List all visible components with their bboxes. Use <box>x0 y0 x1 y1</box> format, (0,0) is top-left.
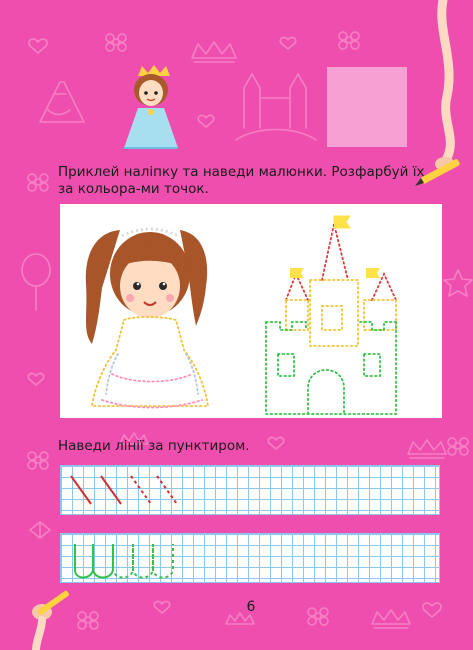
tracing-grid-diagonal <box>60 465 440 515</box>
instruction-text: Наведи лінії за пунктиром. <box>58 438 250 454</box>
castle-outline-icon <box>236 74 316 140</box>
star-outline-icon <box>444 270 472 296</box>
heart-outline-icon <box>28 373 43 385</box>
princess-drawing <box>86 229 207 344</box>
tracing-drawing <box>60 204 442 418</box>
flower-outline-icon <box>448 438 468 455</box>
instruction-text: Приклей наліпку та наведи малюнки. Розфарбуй їх за кольора-ми точок. <box>58 164 425 197</box>
heart-outline-icon <box>423 603 441 617</box>
heart-outline-icon <box>280 37 295 49</box>
flower-outline-icon <box>28 452 48 469</box>
page-number: 6 <box>246 599 256 615</box>
sticker-placeholder <box>327 67 407 147</box>
tracing-panel <box>60 204 442 418</box>
dress-outline-icon <box>40 82 84 122</box>
princess-sticker-icon <box>116 62 186 152</box>
crown-outline-icon <box>372 610 410 628</box>
tracing-grid-loops <box>60 533 440 583</box>
flower-outline-icon <box>106 34 126 51</box>
hand-with-pencil-icon <box>20 590 80 650</box>
heart-outline-icon <box>29 39 47 53</box>
flower-outline-icon <box>78 612 98 629</box>
flower-outline-icon <box>339 32 359 49</box>
diagonal-trace-lines <box>61 466 441 516</box>
crown-outline-icon <box>192 42 236 62</box>
bow-outline-icon <box>30 522 50 538</box>
flower-outline-icon <box>308 608 328 625</box>
flower-outline-icon <box>28 174 48 191</box>
mirror-outline-icon <box>22 254 50 310</box>
heart-outline-icon <box>198 115 213 127</box>
heart-outline-icon <box>154 601 169 613</box>
loop-trace-lines <box>61 534 441 584</box>
